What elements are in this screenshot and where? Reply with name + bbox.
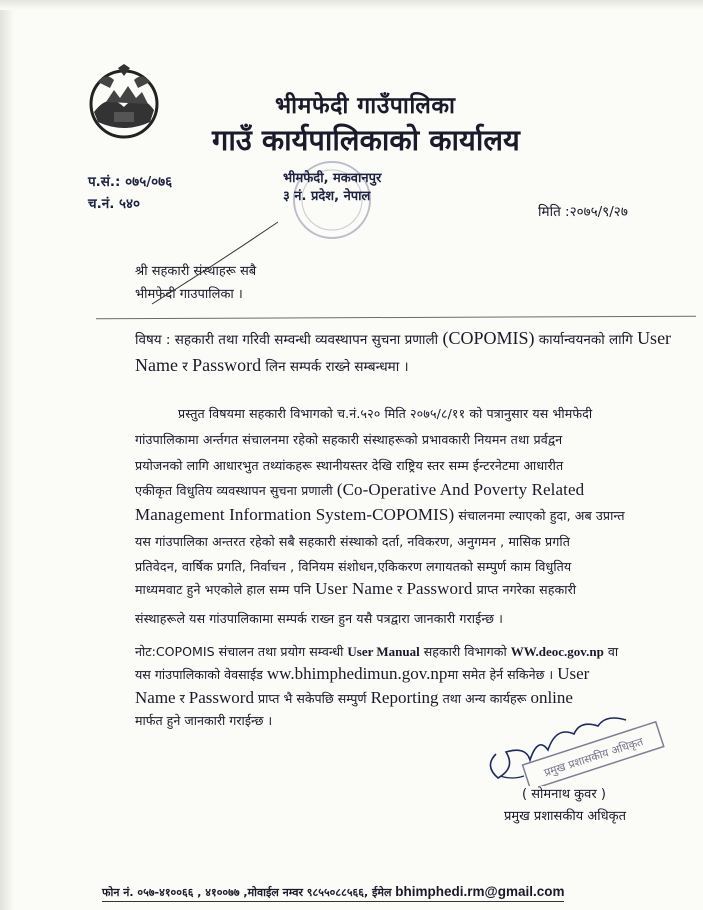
- address-line-1: भीमफेदी, मकवानपुर: [283, 171, 382, 186]
- note-line-2-a: यस गांउपालिकाको वेवसाईड: [135, 667, 263, 682]
- letter-date: मिति :२०७५/९/२७: [538, 204, 628, 220]
- footer-contact: [102, 884, 564, 902]
- note-line-3: [135, 688, 573, 708]
- note-line-1: [135, 643, 618, 660]
- scan-shadow-left: [0, 0, 14, 910]
- body-line-9: संस्थाहरूले यस गांउपालिकामा सम्पर्क राख्न हुन यसै पत्रद्वारा जानकारी गराईन्छ ।: [135, 611, 503, 626]
- pen-stroke: [150, 218, 280, 308]
- note-deoc-url: WW.deoc.gov.np: [510, 644, 604, 659]
- subject-part-3: लिन सम्पर्क राख्ने सम्बन्धमा ।: [265, 359, 409, 375]
- body-line-2: गांउपालिकामा अर्न्तगत संचालनमा रहेको सहकारी संस्थाहरूको प्रभावकारी नियमन तथा प्रर्वद्वन: [135, 432, 563, 447]
- municipality-name: भीमफेदी गाउँपालिका: [275, 92, 456, 119]
- subject-block: [135, 326, 675, 380]
- body-line-7: प्रतिवेदन, वार्षिक प्रगति, निर्वाचन , विनियम संशोधन,एकिकरण लगायतको सम्पुर्ण काम विधुतिय: [135, 559, 572, 574]
- scan-shadow-top: [0, 0, 703, 10]
- body-line-4-np: एकीकृत विधुतिय व्यवस्थापन सुचना प्रणाली: [135, 483, 333, 498]
- body-line-8: [135, 579, 576, 599]
- addressee-line-1: श्री सहकारी संस्थाहरू सबै: [135, 264, 257, 279]
- note-line-3-f: तथा अन्य कार्यहरू: [442, 691, 527, 706]
- nepal-government-emblem-icon: [84, 62, 164, 140]
- note-line-2: [135, 664, 589, 684]
- body-line-8-user-name: User Name: [315, 579, 394, 598]
- subject-part-2: कार्यान्वयनको लागि: [538, 332, 633, 348]
- note-line-2-user: User: [557, 664, 590, 683]
- svg-text:प्रमुख प्रशासकीय अधिकृत: प्रमुख प्रशासकीय अधिकृत: [542, 735, 645, 780]
- body-line-1: प्रस्तुत विषयमा सहकारी विभागको च.नं.५२० मिति २०७५/८/११ को पत्रानुसार यस भीमफेदी: [178, 406, 593, 421]
- note-line-4: मार्फत हुने जानकारी गराईन्छ ।: [135, 713, 273, 728]
- body-line-8-e: प्राप्त नगरेका सहकारी: [476, 582, 577, 597]
- body-line-4: [135, 480, 584, 500]
- note-line-3-name: Name: [135, 688, 176, 707]
- addressee-line-2: भीमफेदी गाउपालिका ।: [135, 287, 243, 302]
- body-line-5-np: संचालनमा ल्याएको हुदा, अब उप्रान्त: [458, 508, 625, 523]
- note-line-1-a: नोट:COPOMIS संचालन तथा प्रयोग सम्वन्धी: [135, 644, 344, 659]
- subject-copomis: (COPOMIS): [442, 328, 535, 348]
- footer-phones: फोन नं. ०५७-४१००६६ , ४१००७७ ,मोवाईल नम्वर ९८५५०८८५६६, ईमेल: [102, 886, 392, 899]
- note-line-3-password: Password: [188, 688, 254, 707]
- subject-ra: र: [182, 359, 188, 375]
- subject-user-name: User Name: [135, 328, 672, 375]
- body-line-5-en: Management Information System-COPOMIS): [135, 505, 455, 524]
- body-line-5: [135, 505, 625, 525]
- body-line-3: प्रयोजनको लागि आधारभुत तथ्यांकहरू स्थानीयस्तर देखि राष्ट्रिय स्तर सम्म ईन्टरनेटमा आधारीत: [135, 458, 564, 473]
- signatory-title: प्रमुख प्रशासकीय अधिकृत: [504, 809, 627, 824]
- note-line-3-ra: र: [179, 691, 185, 706]
- body-line-8-ra: र: [397, 582, 403, 597]
- body-line-6: यस गांउपालिका अन्तरत रहेको सबै सहकारी संस्थाको दर्ता, नविकरण, अनुगमन , मासिक प्रगति: [135, 534, 570, 549]
- note-line-3-d: प्राप्त भै सकेपछि सम्पुर्ण: [257, 691, 367, 706]
- footer-email: bhimphedi.rm@gmail.com: [395, 884, 565, 899]
- note-municipality-url: ww.bhimphedimun.gov.np: [266, 664, 448, 683]
- note-line-1-c: सहकारी विभागको: [423, 644, 507, 659]
- body-line-4-en: (Co-Operative And Poverty Related: [336, 480, 585, 499]
- body-line-8-a: माध्यमवाट हुने भएकोले हाल सम्म पनि: [135, 582, 312, 597]
- office-name: गाउँ कार्यपालिकाको कार्यालय: [212, 123, 520, 157]
- note-line-1-e: वा: [607, 644, 619, 659]
- signatory-name: ( सोमनाथ कुवर ): [522, 787, 606, 802]
- subject-part-1: विषय : सहकारी तथा गरिवी सम्वन्धी व्यवस्थापन सुचना प्रणाली: [135, 332, 439, 348]
- note-line-3-reporting: Reporting: [370, 688, 439, 707]
- subject-password: Password: [192, 355, 262, 375]
- divider-line: [96, 316, 696, 320]
- handwritten-signature: [476, 706, 666, 786]
- note-line-3-online: online: [530, 688, 573, 707]
- note-user-manual: User Manual: [347, 644, 420, 659]
- address-line-2: ३ नं. प्रदेश, नेपाल: [283, 189, 371, 204]
- body-line-8-password: Password: [406, 579, 473, 598]
- dispatch-number: च.नं. ५४०: [88, 196, 141, 212]
- reference-number: प.सं.: ०७५/०७६: [88, 174, 173, 190]
- note-line-2-c: मा समेत हेर्न सकिनेछ ।: [447, 667, 554, 682]
